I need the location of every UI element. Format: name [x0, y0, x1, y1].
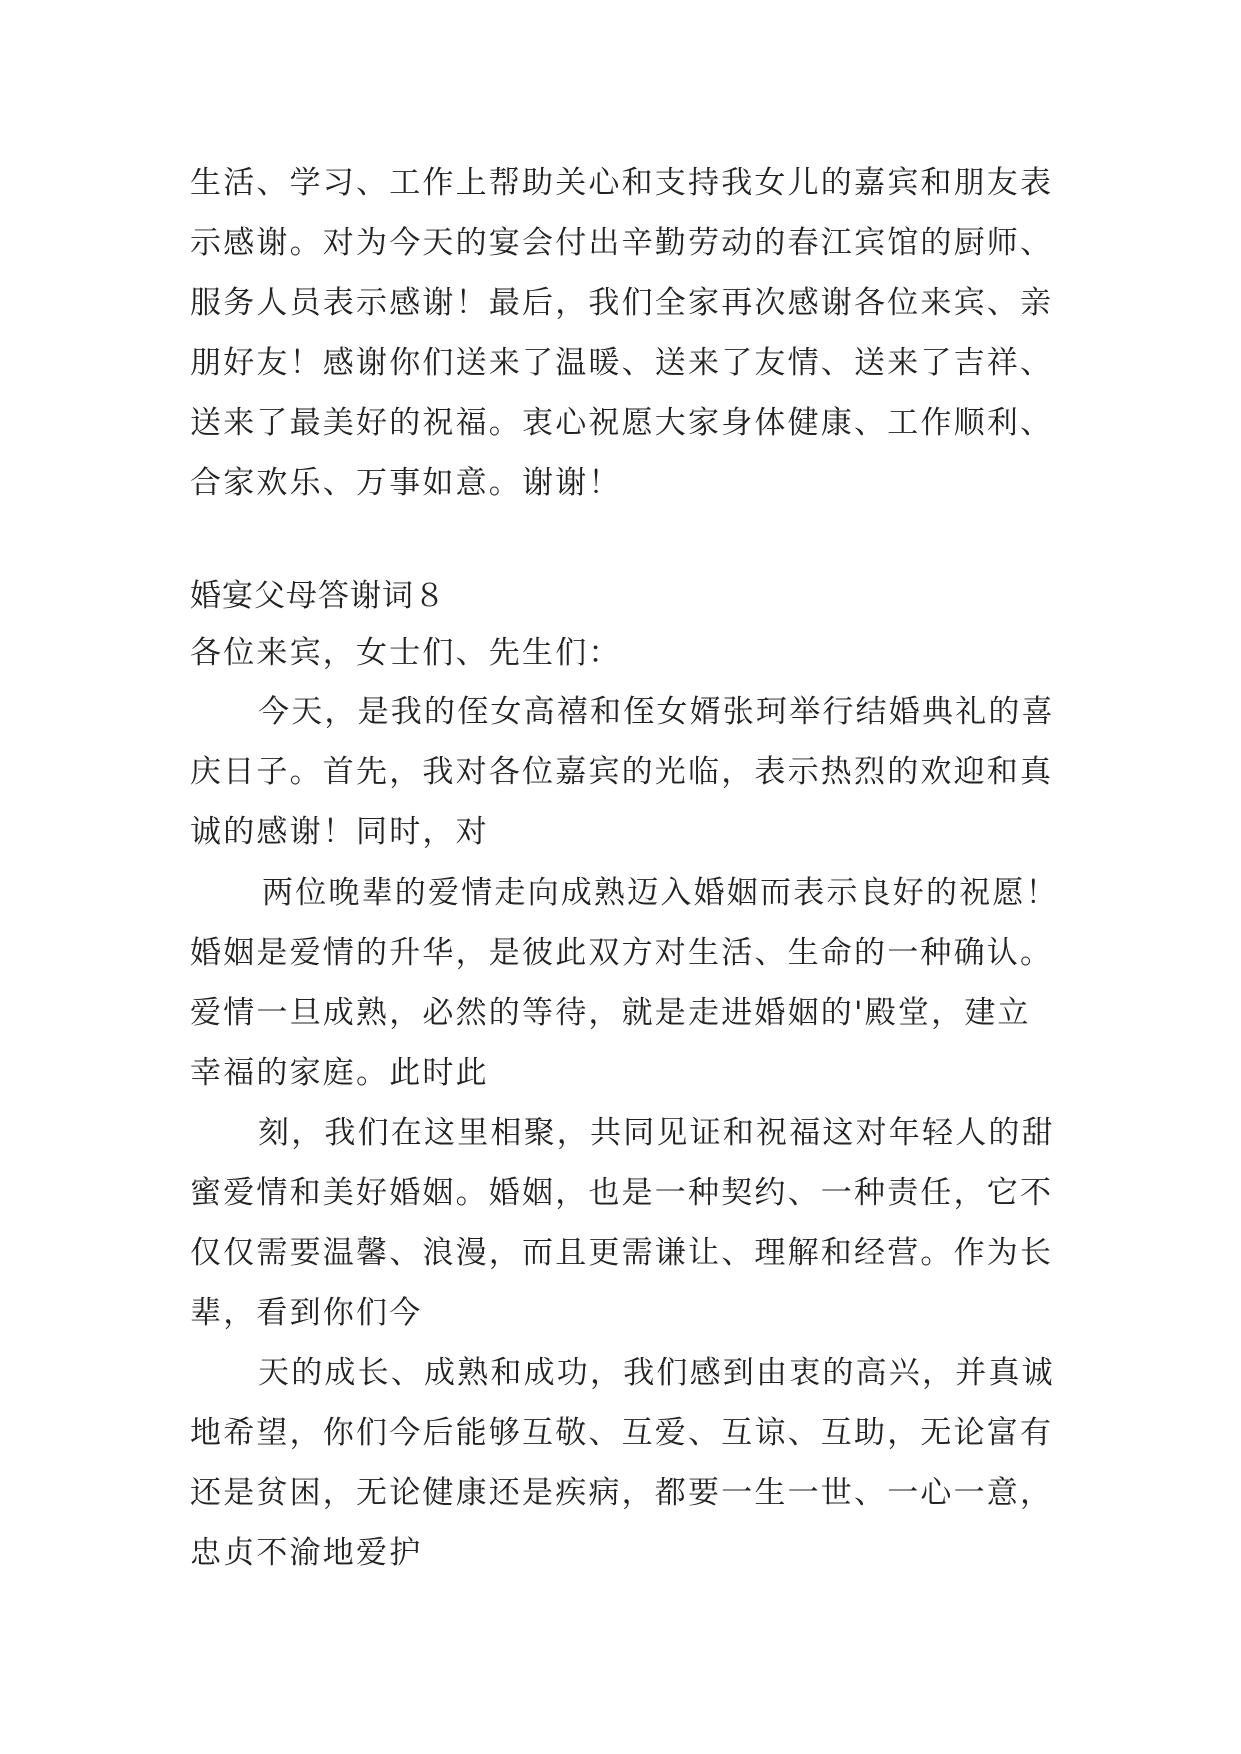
text-line: 天的成长、成熟和成功，我们感到由衷的高兴，并真诚: [258, 1355, 1055, 1391]
text-line: 忠贞不渝地爱护: [190, 1535, 423, 1571]
text-line: 示感谢。对为今天的宴会付出辛勤劳动的春江宾馆的厨师、: [190, 225, 1054, 261]
text-line: 生活、学习、工作上帮助关心和支持我女儿的嘉宾和朋友表: [190, 165, 1054, 201]
text-line: 送来了最美好的祝福。衷心祝愿大家身体健康、工作顺利、: [190, 405, 1054, 441]
text-line: 还是贫困，无论健康还是疾病，都要一生一世、一心一意，: [190, 1475, 1054, 1511]
text-line: 两位晚辈的爱情走向成熟迈入婚姻而表示良好的祝愿！: [262, 875, 1059, 911]
text-line: 庆日子。首先，我对各位嘉宾的光临，表示热烈的欢迎和真: [190, 754, 1054, 790]
text-line: 婚姻是爱情的升华，是彼此双方对生活、生命的一种确认。: [190, 935, 1054, 971]
text-line: 诚的感谢！同时，对: [190, 814, 489, 850]
text-line: 蜜爱情和美好婚姻。婚姻，也是一种契约、一种责任，它不: [190, 1175, 1054, 1211]
text-line: 仅仅需要温馨、浪漫，而且更需谦让、理解和经营。作为长: [190, 1235, 1054, 1271]
text-line: 今天，是我的侄女高禧和侄女婿张珂举行结婚典礼的喜: [258, 694, 1055, 730]
text-line: 朋好友！感谢你们送来了温暖、送来了友情、送来了吉祥、: [190, 345, 1054, 381]
text-line: 辈，看到你们今: [190, 1295, 423, 1331]
section-heading: 婚宴父母答谢词８: [190, 578, 446, 614]
text-line: 服务人员表示感谢！最后，我们全家再次感谢各位来宾、亲: [190, 285, 1054, 321]
text-line: 刻，我们在这里相聚，共同见证和祝福这对年轻人的甜: [258, 1115, 1055, 1151]
text-line: 爱情一旦成熟，必然的等待，就是走进婚姻的'殿堂，建立: [190, 995, 1031, 1031]
salutation: 各位来宾，女士们、先生们：: [190, 635, 622, 671]
text-line: 合家欢乐、万事如意。谢谢！: [190, 465, 622, 501]
text-line: 地希望，你们今后能够互敬、互爱、互谅、互助，无论富有: [190, 1415, 1054, 1451]
text-line: 幸福的家庭。此时此: [190, 1055, 489, 1091]
